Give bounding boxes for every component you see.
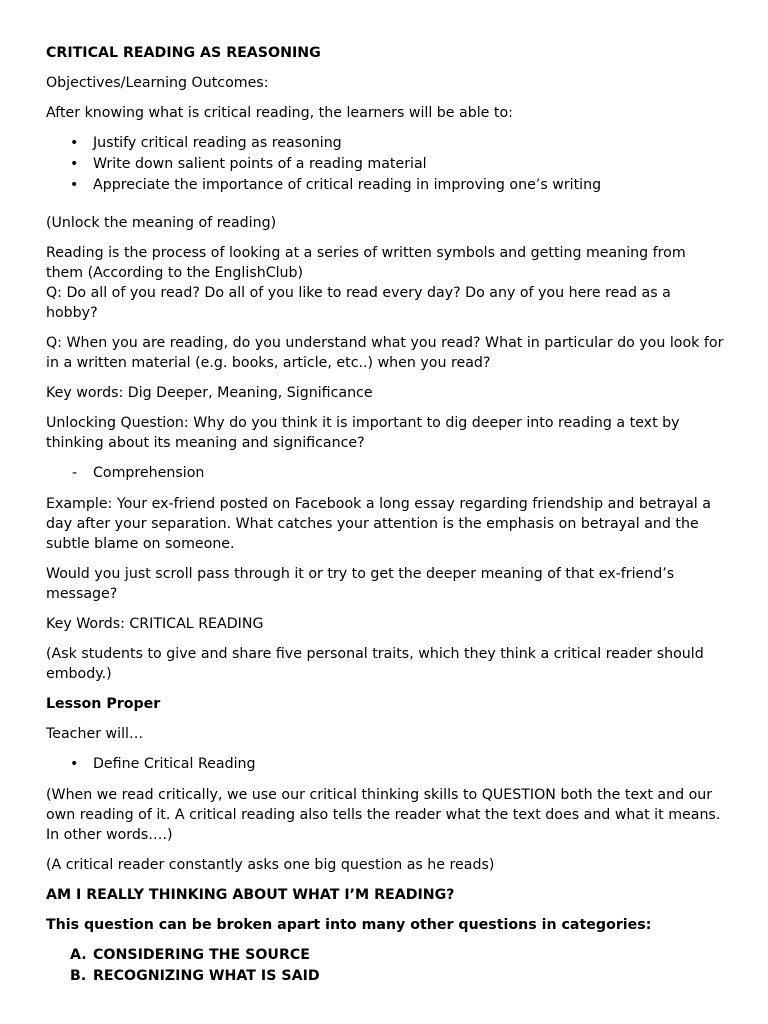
dash-item-text: Comprehension: [93, 465, 205, 481]
ask-students: (Ask students to give and share five personal traits, which they think a critical reader should embody.): [46, 646, 704, 682]
objectives-intro: After knowing what is critical reading, the learners will be able to:: [46, 105, 513, 121]
document-page: [46, 43, 726, 997]
document-title: CRITICAL READING AS REASONING: [46, 45, 321, 61]
teacher-item-text: Define Critical Reading: [93, 756, 256, 772]
lesson-proper-heading: Lesson Proper: [46, 696, 161, 712]
category-marker: A.: [70, 947, 87, 963]
categories-intro: This question can be broken apart into many other questions in categories:: [46, 917, 652, 933]
list-item: [46, 966, 726, 987]
objectives-list: [46, 133, 726, 196]
bullet-icon: •: [70, 156, 79, 172]
critical-paragraph: (When we read critically, we use our critical thinking skills to QUESTION both the text and our own reading of it. A critical reading also tells the reader what the text does and what it means. In other words….): [46, 787, 721, 843]
list-item: [46, 154, 726, 175]
list-item: [46, 133, 726, 154]
category-marker: B.: [70, 968, 87, 984]
dash-icon: -: [72, 465, 78, 481]
objective-text: Appreciate the importance of critical reading in improving one’s writing: [93, 177, 602, 193]
key-words-2: Key Words: CRITICAL READING: [46, 616, 264, 632]
big-question-intro: (A critical reader constantly asks one big question as he reads): [46, 857, 495, 873]
category-label: RECOGNIZING WHAT IS SAID: [93, 968, 320, 984]
bullet-icon: •: [70, 177, 79, 193]
question-1: Q: Do all of you read? Do all of you like to read every day? Do any of you here read as a hobby?: [46, 285, 671, 321]
bullet-icon: •: [70, 135, 79, 151]
teacher-will: Teacher will…: [46, 726, 144, 742]
big-question: AM I REALLY THINKING ABOUT WHAT I’M READING?: [46, 887, 455, 903]
scroll-question: Would you just scroll pass through it or try to get the deeper meaning of that ex-friend’s message?: [46, 566, 675, 602]
reading-definition: Reading is the process of looking at a series of written symbols and getting meaning from them (According to the EnglishClub): [46, 245, 686, 281]
categories-list: [46, 945, 726, 987]
unlock-line: (Unlock the meaning of reading): [46, 215, 277, 231]
bullet-icon: •: [70, 756, 79, 772]
example-paragraph: Example: Your ex-friend posted on Facebook a long essay regarding friendship and betrayal a day after your separation. What catches your attention is the emphasis on betrayal and the subtle blame on someone.: [46, 496, 711, 552]
objective-text: Write down salient points of a reading material: [93, 156, 427, 172]
list-item: [46, 175, 726, 196]
key-words-1: Key words: Dig Deeper, Meaning, Significance: [46, 385, 373, 401]
teacher-list: [46, 754, 726, 775]
list-item: [46, 463, 726, 484]
dash-list: [46, 463, 726, 484]
category-label: CONSIDERING THE SOURCE: [93, 947, 310, 963]
objective-text: Justify critical reading as reasoning: [93, 135, 342, 151]
objectives-heading: Objectives/Learning Outcomes:: [46, 75, 269, 91]
list-item: [46, 945, 726, 966]
list-item: [46, 754, 726, 775]
unlocking-question: Unlocking Question: Why do you think it is important to dig deeper into reading a text by thinking about its meaning and significance?: [46, 415, 680, 451]
question-2: Q: When you are reading, do you understand what you read? What in particular do you look for in a written material (e.g. books, article, etc..) when you read?: [46, 335, 724, 371]
